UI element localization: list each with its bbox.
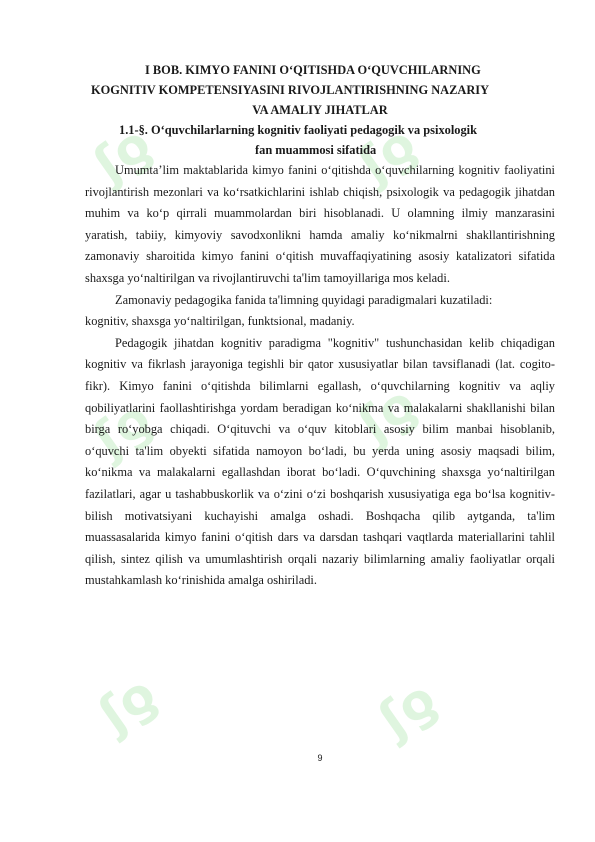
chapter-heading-line-1: I BOB. KIMYO FANINI O‘QITISHDA O‘QUVCHILARNING: [145, 63, 481, 77]
watermark-logo: ʃƍ: [348, 374, 427, 454]
watermark-logo: ʃƍ: [368, 669, 447, 749]
chapter-heading-line-2: KOGNITIV KOMPETENSIYASINI RIVOJLANTIRISHNING NAZARIY: [91, 83, 490, 97]
chapter-heading-line-3: VA AMALIY JIHATLAR: [252, 103, 388, 117]
watermark-logo: ʃƍ: [88, 664, 167, 744]
section-heading-line-2: fan muammosi sifatida: [255, 143, 377, 157]
page-number: 9: [317, 753, 323, 763]
paragraph-4: Pedagogik jihatdan kognitiv paradigma "kognitiv" tushunchasidan kelib chiqadigan kognitiv va fikrlash jarayoniga tegishli bir qator xususiyatlar bilan tavsiflanadi (lat. cogito-fikr). Kimyo fanini o‘qitishda bilimlarni egallash, o‘quvchilarning kognitiv va aqliy qobiliyatlarini faollashtirishga yordam beradigan ko‘nikma va malakalarni shakllanishi bilan birga ro‘yobga chiqadi. O‘qituvchi va o‘quv kitoblari asosiy bilim manbai hisoblanib, o‘quvchi ta'lim obyekti sifatida namoyon bo‘ladi, bu yerda uning asosiy maqsadi bilim, ko‘nikma va malakalarni egallashdan iborat bo‘ladi. O‘quvchining shaxsga yo‘naltirilgan fazilatlari, agar u tashabbuskorlik va o‘zini o‘zi boshqarish xususiyatiga ega bo‘lsa kognitiv-bilish motivatsiyani kuchayishi amalga oshadi. Boshqacha qilib aytganda, ta'lim muassasalarida kimyo fanini o‘qitish dars va darsdan tashqari vaqtlarda materiallarini tahlil qilish, sintez qilish va umumlashtirish orqali nazariy bilimlarning amaliy faoliyatlar orqali mustahkamlash ko‘rinishida amalga oshiriladi.: [85, 335, 555, 588]
watermark-logo: ʃƍ: [348, 114, 427, 194]
paragraph-1: Umumta’lim maktablarida kimyo fanini o‘qitishda o‘quvchilarning kognitiv faoliyatini rivojlantirish mezonlari va ko‘rsatkichlarini ishlab chiqish, psixologik va pedagogik jihatdan muhim va ko‘p qirrali muammolardan biri hisoblanadi. U olamning ilmiy manzarasini yaratish, tabiiy, kimyoviy savodxonlikni hamda amaliy ko‘nikmalrni shakllantirishning zamonaviy sharoitida kimyo fanini o‘qitish muvaffaqiyatining asosiy katalizatori sifatida shaxsga yo‘naltirilgan va rivojlantiruvchi ta'lim tamoyillariga mos keladi.: [85, 163, 555, 285]
paragraph-3: kognitiv, shaxsga yo‘naltirilgan, funktsional, madaniy.: [85, 314, 355, 329]
watermark-logo: ʃƍ: [83, 389, 162, 469]
paragraph-2: Zamonaviy pedagogika fanida ta'limning quyidagi paradigmalari kuzatiladi:: [115, 292, 493, 307]
watermark-logo: ʃƍ: [83, 114, 162, 194]
section-heading-line-1: 1.1-§. O‘quvchilarlarning kognitiv faoliyati pedagogik va psixologik: [119, 123, 478, 137]
page-content: [85, 60, 555, 592]
